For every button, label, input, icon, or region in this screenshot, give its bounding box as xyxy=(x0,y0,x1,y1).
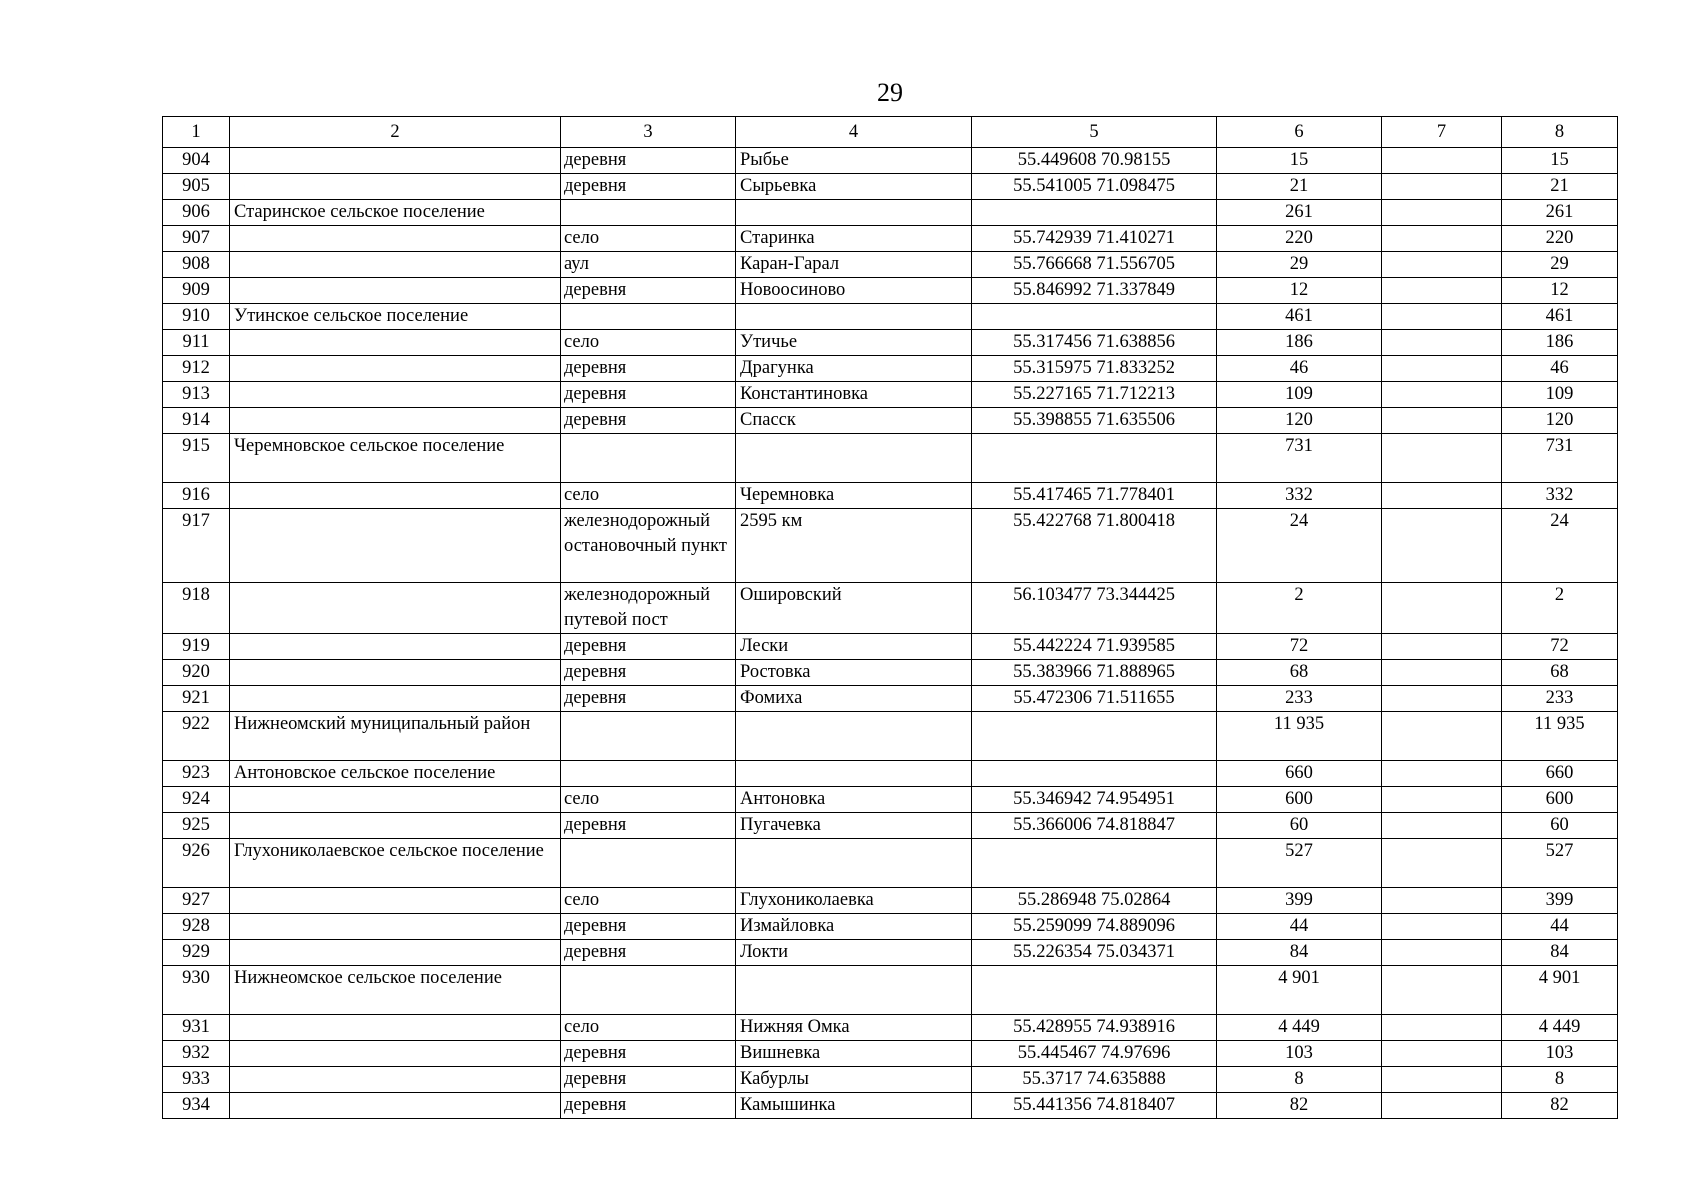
coordinates-cell: 55.366006 74.818847 xyxy=(972,813,1217,839)
settlement-type-cell: деревня xyxy=(561,278,736,304)
table-row xyxy=(163,712,1618,761)
row-number-cell: 915 xyxy=(163,434,230,483)
coordinates-cell xyxy=(972,304,1217,330)
settlement-name-cell: Кабурлы xyxy=(736,1067,972,1093)
total-cell: 11 935 xyxy=(1502,712,1618,761)
total-cell: 399 xyxy=(1502,888,1618,914)
settlement-type-cell: железнодорожный путевой пост xyxy=(561,583,736,634)
row-number-cell: 926 xyxy=(163,839,230,888)
total-cell: 29 xyxy=(1502,252,1618,278)
column-7-cell xyxy=(1382,174,1502,200)
coordinates-cell xyxy=(972,839,1217,888)
table-row xyxy=(163,888,1618,914)
row-number-cell: 919 xyxy=(163,634,230,660)
municipality-cell xyxy=(230,1015,561,1041)
row-number-cell: 922 xyxy=(163,712,230,761)
settlement-name-cell: Пугачевка xyxy=(736,813,972,839)
row-number-cell: 924 xyxy=(163,787,230,813)
population-cell: 109 xyxy=(1217,382,1382,408)
settlement-type-cell: село xyxy=(561,330,736,356)
total-cell: 120 xyxy=(1502,408,1618,434)
population-cell: 46 xyxy=(1217,356,1382,382)
column-7-cell xyxy=(1382,1093,1502,1119)
municipality-cell xyxy=(230,940,561,966)
row-number-cell: 918 xyxy=(163,583,230,634)
coordinates-cell xyxy=(972,200,1217,226)
total-cell: 4 901 xyxy=(1502,966,1618,1015)
settlement-type-cell: деревня xyxy=(561,686,736,712)
settlement-name-cell xyxy=(736,839,972,888)
coordinates-cell: 55.3717 74.635888 xyxy=(972,1067,1217,1093)
coordinates-cell: 55.227165 71.712213 xyxy=(972,382,1217,408)
table-row xyxy=(163,660,1618,686)
row-number-cell: 921 xyxy=(163,686,230,712)
settlement-name-cell: Новоосиново xyxy=(736,278,972,304)
coordinates-cell xyxy=(972,966,1217,1015)
population-cell: 84 xyxy=(1217,940,1382,966)
municipality-cell: Нижнеомское сельское поселение xyxy=(230,966,561,1015)
row-number-cell: 905 xyxy=(163,174,230,200)
total-cell: 109 xyxy=(1502,382,1618,408)
table-row xyxy=(163,304,1618,330)
settlement-name-cell: Фомиха xyxy=(736,686,972,712)
table-header-row xyxy=(163,117,1618,148)
population-cell: 60 xyxy=(1217,813,1382,839)
header-col-8: 8 xyxy=(1502,117,1618,148)
column-7-cell xyxy=(1382,382,1502,408)
row-number-cell: 909 xyxy=(163,278,230,304)
column-7-cell xyxy=(1382,356,1502,382)
table-row xyxy=(163,1041,1618,1067)
settlement-name-cell: Черемновка xyxy=(736,483,972,509)
column-7-cell xyxy=(1382,813,1502,839)
table-row xyxy=(163,761,1618,787)
table-row xyxy=(163,1015,1618,1041)
settlement-type-cell: деревня xyxy=(561,1067,736,1093)
total-cell: 527 xyxy=(1502,839,1618,888)
total-cell: 8 xyxy=(1502,1067,1618,1093)
table-body xyxy=(163,117,1618,1119)
row-number-cell: 907 xyxy=(163,226,230,252)
municipality-cell xyxy=(230,1093,561,1119)
municipality-cell xyxy=(230,278,561,304)
population-cell: 399 xyxy=(1217,888,1382,914)
population-cell: 11 935 xyxy=(1217,712,1382,761)
total-cell: 72 xyxy=(1502,634,1618,660)
population-cell: 332 xyxy=(1217,483,1382,509)
table-row xyxy=(163,966,1618,1015)
population-cell: 21 xyxy=(1217,174,1382,200)
table-row xyxy=(163,278,1618,304)
coordinates-cell: 55.417465 71.778401 xyxy=(972,483,1217,509)
table-row xyxy=(163,813,1618,839)
population-cell: 120 xyxy=(1217,408,1382,434)
table-row xyxy=(163,583,1618,634)
settlement-type-cell: аул xyxy=(561,252,736,278)
municipality-cell xyxy=(230,813,561,839)
settlement-name-cell: Нижняя Омка xyxy=(736,1015,972,1041)
settlement-name-cell: Ростовка xyxy=(736,660,972,686)
population-cell: 261 xyxy=(1217,200,1382,226)
table-row xyxy=(163,940,1618,966)
settlement-type-cell: деревня xyxy=(561,660,736,686)
row-number-cell: 932 xyxy=(163,1041,230,1067)
population-cell: 12 xyxy=(1217,278,1382,304)
settlement-name-cell: Каран-Гарал xyxy=(736,252,972,278)
population-cell: 24 xyxy=(1217,509,1382,583)
municipality-cell xyxy=(230,382,561,408)
settlement-type-cell xyxy=(561,200,736,226)
column-7-cell xyxy=(1382,712,1502,761)
row-number-cell: 906 xyxy=(163,200,230,226)
header-col-5: 5 xyxy=(972,117,1217,148)
municipality-cell xyxy=(230,787,561,813)
column-7-cell xyxy=(1382,226,1502,252)
header-col-1: 1 xyxy=(163,117,230,148)
settlement-name-cell: Утичье xyxy=(736,330,972,356)
table-row xyxy=(163,483,1618,509)
table-row xyxy=(163,408,1618,434)
table-row xyxy=(163,1067,1618,1093)
coordinates-cell: 56.103477 73.344425 xyxy=(972,583,1217,634)
municipality-cell xyxy=(230,509,561,583)
settlement-name-cell xyxy=(736,200,972,226)
row-number-cell: 913 xyxy=(163,382,230,408)
total-cell: 261 xyxy=(1502,200,1618,226)
coordinates-cell: 55.428955 74.938916 xyxy=(972,1015,1217,1041)
column-7-cell xyxy=(1382,278,1502,304)
municipality-cell: Антоновское сельское поселение xyxy=(230,761,561,787)
settlement-type-cell: деревня xyxy=(561,914,736,940)
population-cell: 186 xyxy=(1217,330,1382,356)
settlement-name-cell: Константиновка xyxy=(736,382,972,408)
settlement-type-cell: деревня xyxy=(561,1041,736,1067)
municipality-cell xyxy=(230,583,561,634)
column-7-cell xyxy=(1382,914,1502,940)
settlement-type-cell xyxy=(561,839,736,888)
settlement-name-cell: Сырьевка xyxy=(736,174,972,200)
row-number-cell: 928 xyxy=(163,914,230,940)
column-7-cell xyxy=(1382,434,1502,483)
settlement-type-cell: деревня xyxy=(561,174,736,200)
municipality-cell xyxy=(230,148,561,174)
population-cell: 731 xyxy=(1217,434,1382,483)
settlement-type-cell: деревня xyxy=(561,408,736,434)
row-number-cell: 912 xyxy=(163,356,230,382)
row-number-cell: 917 xyxy=(163,509,230,583)
column-7-cell xyxy=(1382,148,1502,174)
population-cell: 82 xyxy=(1217,1093,1382,1119)
settlement-name-cell: Драгунка xyxy=(736,356,972,382)
total-cell: 103 xyxy=(1502,1041,1618,1067)
total-cell: 600 xyxy=(1502,787,1618,813)
municipality-cell xyxy=(230,483,561,509)
settlement-name-cell: Старинка xyxy=(736,226,972,252)
table-row xyxy=(163,787,1618,813)
settlement-type-cell xyxy=(561,712,736,761)
population-cell: 233 xyxy=(1217,686,1382,712)
total-cell: 461 xyxy=(1502,304,1618,330)
column-7-cell xyxy=(1382,483,1502,509)
settlement-type-cell: деревня xyxy=(561,356,736,382)
table-row xyxy=(163,330,1618,356)
column-7-cell xyxy=(1382,330,1502,356)
settlement-type-cell: село xyxy=(561,226,736,252)
population-cell: 4 901 xyxy=(1217,966,1382,1015)
total-cell: 68 xyxy=(1502,660,1618,686)
table-row xyxy=(163,226,1618,252)
settlement-name-cell: Антоновка xyxy=(736,787,972,813)
row-number-cell: 911 xyxy=(163,330,230,356)
column-7-cell xyxy=(1382,966,1502,1015)
population-cell: 72 xyxy=(1217,634,1382,660)
table-row xyxy=(163,200,1618,226)
coordinates-cell: 55.346942 74.954951 xyxy=(972,787,1217,813)
municipality-cell xyxy=(230,634,561,660)
municipality-cell: Глухониколаевское сельское поселение xyxy=(230,839,561,888)
coordinates-cell: 55.259099 74.889096 xyxy=(972,914,1217,940)
municipality-cell: Нижнеомский муниципальный район xyxy=(230,712,561,761)
municipality-cell xyxy=(230,1067,561,1093)
coordinates-cell: 55.315975 71.833252 xyxy=(972,356,1217,382)
coordinates-cell: 55.383966 71.888965 xyxy=(972,660,1217,686)
column-7-cell xyxy=(1382,888,1502,914)
total-cell: 15 xyxy=(1502,148,1618,174)
row-number-cell: 908 xyxy=(163,252,230,278)
settlement-type-cell: железнодорожный остановочный пункт xyxy=(561,509,736,583)
column-7-cell xyxy=(1382,940,1502,966)
municipality-cell: Черемновское сельское поселение xyxy=(230,434,561,483)
municipality-cell xyxy=(230,356,561,382)
row-number-cell: 930 xyxy=(163,966,230,1015)
settlement-name-cell xyxy=(736,712,972,761)
coordinates-cell: 55.422768 71.800418 xyxy=(972,509,1217,583)
table-row xyxy=(163,839,1618,888)
settlement-name-cell xyxy=(736,434,972,483)
row-number-cell: 929 xyxy=(163,940,230,966)
table-row xyxy=(163,434,1618,483)
total-cell: 21 xyxy=(1502,174,1618,200)
row-number-cell: 927 xyxy=(163,888,230,914)
settlement-type-cell: деревня xyxy=(561,940,736,966)
settlement-type-cell: село xyxy=(561,1015,736,1041)
settlement-type-cell: село xyxy=(561,787,736,813)
municipality-cell: Старинское сельское поселение xyxy=(230,200,561,226)
column-7-cell xyxy=(1382,304,1502,330)
column-7-cell xyxy=(1382,1015,1502,1041)
table-row xyxy=(163,382,1618,408)
settlement-name-cell xyxy=(736,966,972,1015)
column-7-cell xyxy=(1382,839,1502,888)
row-number-cell: 916 xyxy=(163,483,230,509)
settlement-type-cell: село xyxy=(561,483,736,509)
settlement-name-cell xyxy=(736,304,972,330)
population-cell: 44 xyxy=(1217,914,1382,940)
municipality-cell xyxy=(230,252,561,278)
settlement-name-cell: Вишневка xyxy=(736,1041,972,1067)
settlement-name-cell: Спасск xyxy=(736,408,972,434)
settlement-type-cell: деревня xyxy=(561,813,736,839)
municipality-cell xyxy=(230,686,561,712)
column-7-cell xyxy=(1382,761,1502,787)
settlement-name-cell xyxy=(736,761,972,787)
row-number-cell: 931 xyxy=(163,1015,230,1041)
table-row xyxy=(163,634,1618,660)
table-row xyxy=(163,252,1618,278)
row-number-cell: 923 xyxy=(163,761,230,787)
population-cell: 29 xyxy=(1217,252,1382,278)
settlement-type-cell: деревня xyxy=(561,382,736,408)
population-cell: 2 xyxy=(1217,583,1382,634)
row-number-cell: 920 xyxy=(163,660,230,686)
municipality-cell xyxy=(230,660,561,686)
coordinates-cell: 55.441356 74.818407 xyxy=(972,1093,1217,1119)
municipality-cell xyxy=(230,408,561,434)
settlement-name-cell: Лески xyxy=(736,634,972,660)
total-cell: 46 xyxy=(1502,356,1618,382)
column-7-cell xyxy=(1382,509,1502,583)
population-cell: 4 449 xyxy=(1217,1015,1382,1041)
settlement-type-cell: село xyxy=(561,888,736,914)
table-row xyxy=(163,509,1618,583)
total-cell: 4 449 xyxy=(1502,1015,1618,1041)
settlement-type-cell: деревня xyxy=(561,1093,736,1119)
population-cell: 660 xyxy=(1217,761,1382,787)
population-cell: 68 xyxy=(1217,660,1382,686)
settlement-type-cell: деревня xyxy=(561,634,736,660)
row-number-cell: 904 xyxy=(163,148,230,174)
header-col-3: 3 xyxy=(561,117,736,148)
coordinates-cell: 55.442224 71.939585 xyxy=(972,634,1217,660)
municipality-cell xyxy=(230,330,561,356)
table-row xyxy=(163,686,1618,712)
total-cell: 186 xyxy=(1502,330,1618,356)
municipality-cell xyxy=(230,174,561,200)
coordinates-cell xyxy=(972,761,1217,787)
total-cell: 24 xyxy=(1502,509,1618,583)
coordinates-cell: 55.472306 71.511655 xyxy=(972,686,1217,712)
municipality-cell xyxy=(230,914,561,940)
settlement-type-cell xyxy=(561,304,736,330)
population-cell: 527 xyxy=(1217,839,1382,888)
row-number-cell: 925 xyxy=(163,813,230,839)
column-7-cell xyxy=(1382,583,1502,634)
population-cell: 600 xyxy=(1217,787,1382,813)
table-row xyxy=(163,174,1618,200)
column-7-cell xyxy=(1382,686,1502,712)
settlement-name-cell: Рыбье xyxy=(736,148,972,174)
coordinates-cell: 55.541005 71.098475 xyxy=(972,174,1217,200)
coordinates-cell: 55.317456 71.638856 xyxy=(972,330,1217,356)
coordinates-cell: 55.766668 71.556705 xyxy=(972,252,1217,278)
total-cell: 44 xyxy=(1502,914,1618,940)
coordinates-cell: 55.445467 74.97696 xyxy=(972,1041,1217,1067)
row-number-cell: 934 xyxy=(163,1093,230,1119)
settlement-name-cell: 2595 км xyxy=(736,509,972,583)
municipality-cell: Утинское сельское поселение xyxy=(230,304,561,330)
settlement-type-cell xyxy=(561,966,736,1015)
population-cell: 8 xyxy=(1217,1067,1382,1093)
settlement-type-cell: деревня xyxy=(561,148,736,174)
column-7-cell xyxy=(1382,408,1502,434)
total-cell: 220 xyxy=(1502,226,1618,252)
table-row xyxy=(163,1093,1618,1119)
row-number-cell: 910 xyxy=(163,304,230,330)
total-cell: 60 xyxy=(1502,813,1618,839)
municipality-cell xyxy=(230,888,561,914)
column-7-cell xyxy=(1382,1041,1502,1067)
column-7-cell xyxy=(1382,1067,1502,1093)
total-cell: 731 xyxy=(1502,434,1618,483)
settlement-type-cell xyxy=(561,434,736,483)
municipality-cell xyxy=(230,1041,561,1067)
coordinates-cell: 55.398855 71.635506 xyxy=(972,408,1217,434)
total-cell: 233 xyxy=(1502,686,1618,712)
settlement-name-cell: Ошировский xyxy=(736,583,972,634)
total-cell: 332 xyxy=(1502,483,1618,509)
population-cell: 103 xyxy=(1217,1041,1382,1067)
column-7-cell xyxy=(1382,660,1502,686)
header-col-7: 7 xyxy=(1382,117,1502,148)
table-row xyxy=(163,148,1618,174)
settlements-table xyxy=(162,116,1618,1119)
municipality-cell xyxy=(230,226,561,252)
row-number-cell: 933 xyxy=(163,1067,230,1093)
column-7-cell xyxy=(1382,200,1502,226)
settlement-type-cell xyxy=(561,761,736,787)
total-cell: 82 xyxy=(1502,1093,1618,1119)
page-number: 29 xyxy=(877,78,903,107)
coordinates-cell: 55.846992 71.337849 xyxy=(972,278,1217,304)
coordinates-cell: 55.226354 75.034371 xyxy=(972,940,1217,966)
settlement-name-cell: Камышинка xyxy=(736,1093,972,1119)
population-cell: 220 xyxy=(1217,226,1382,252)
coordinates-cell: 55.742939 71.410271 xyxy=(972,226,1217,252)
header-col-6: 6 xyxy=(1217,117,1382,148)
header-col-2: 2 xyxy=(230,117,561,148)
population-cell: 461 xyxy=(1217,304,1382,330)
coordinates-cell xyxy=(972,712,1217,761)
coordinates-cell: 55.449608 70.98155 xyxy=(972,148,1217,174)
total-cell: 12 xyxy=(1502,278,1618,304)
column-7-cell xyxy=(1382,634,1502,660)
settlement-name-cell: Измайловка xyxy=(736,914,972,940)
population-cell: 15 xyxy=(1217,148,1382,174)
settlement-name-cell: Глухониколаевка xyxy=(736,888,972,914)
table-row xyxy=(163,914,1618,940)
coordinates-cell: 55.286948 75.02864 xyxy=(972,888,1217,914)
table-row xyxy=(163,356,1618,382)
header-col-4: 4 xyxy=(736,117,972,148)
row-number-cell: 914 xyxy=(163,408,230,434)
column-7-cell xyxy=(1382,787,1502,813)
total-cell: 660 xyxy=(1502,761,1618,787)
total-cell: 2 xyxy=(1502,583,1618,634)
settlement-name-cell: Локти xyxy=(736,940,972,966)
column-7-cell xyxy=(1382,252,1502,278)
total-cell: 84 xyxy=(1502,940,1618,966)
coordinates-cell xyxy=(972,434,1217,483)
